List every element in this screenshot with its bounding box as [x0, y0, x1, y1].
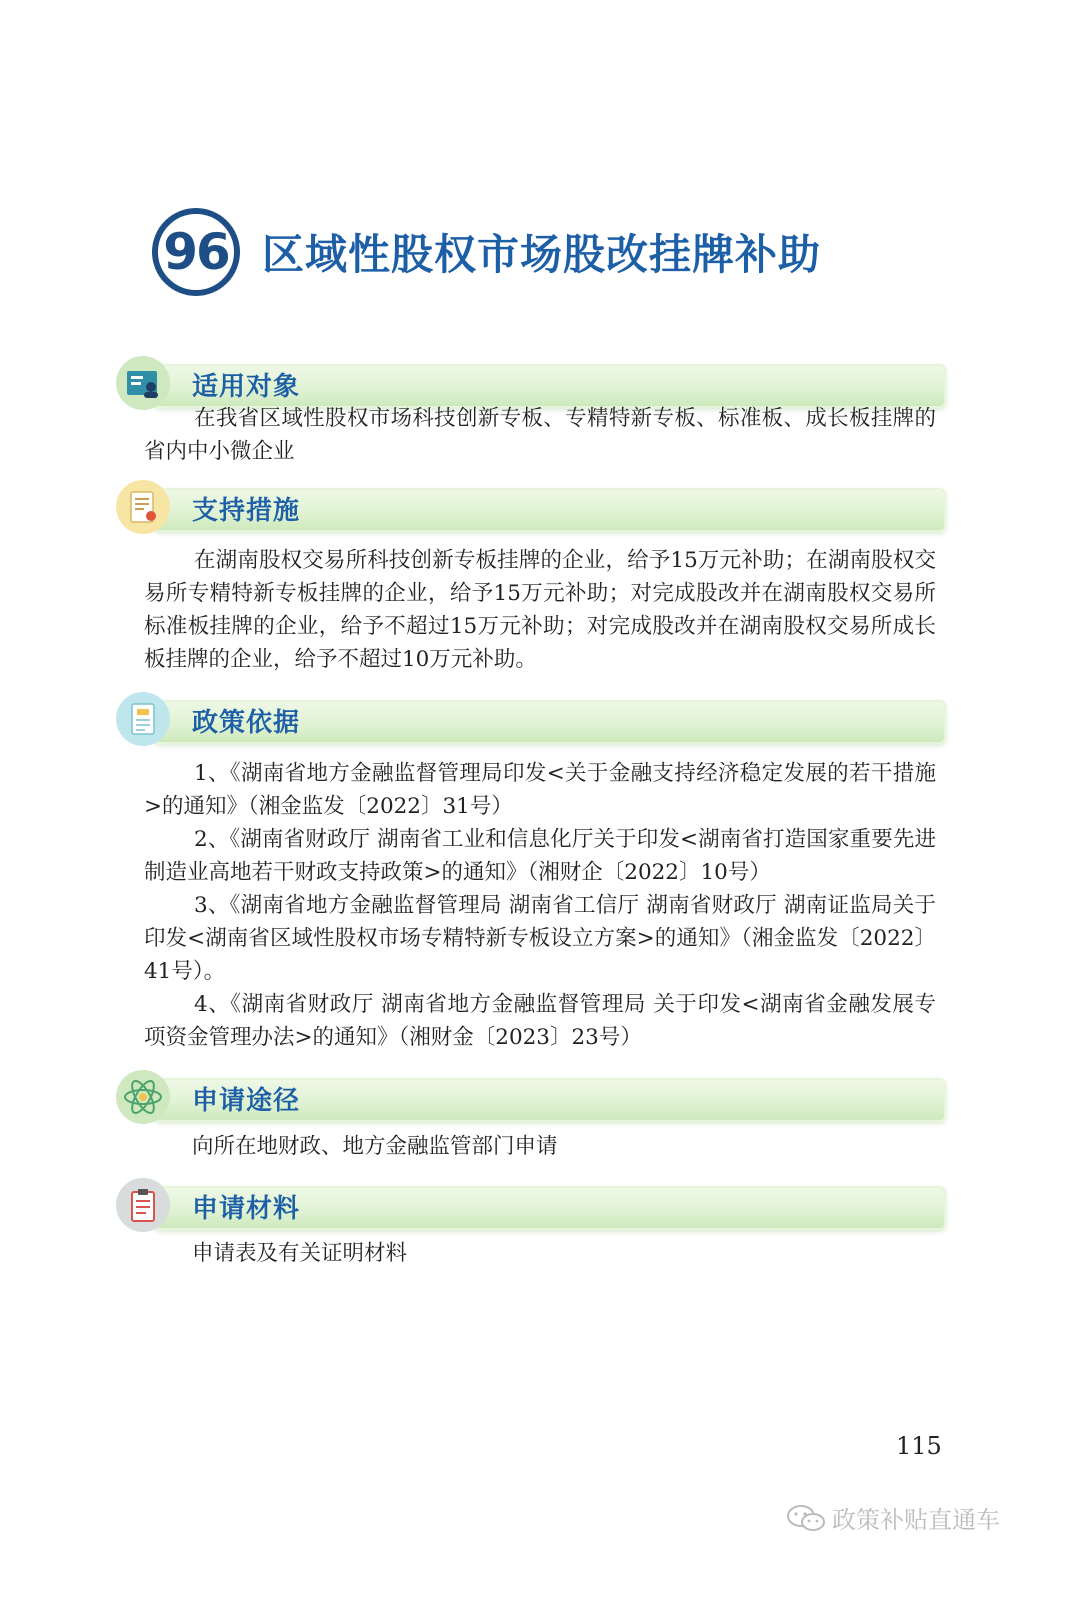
section-header-support [116, 480, 946, 536]
channel-text: 向所在地财政、地方金融监管部门申请 [192, 1134, 558, 1159]
section-body-materials [192, 1237, 936, 1270]
page-title: 区域性股权市场股改挂牌补助 [262, 230, 822, 279]
item-number-badge: 96 [152, 208, 240, 296]
section-header-basis [116, 692, 946, 748]
section-body-channel [192, 1130, 936, 1163]
section-header-materials [116, 1178, 946, 1234]
watermark [786, 1500, 1000, 1535]
section-header-channel [116, 1070, 946, 1126]
section-title: 申请材料 [192, 1194, 301, 1224]
document-icon [116, 692, 170, 746]
basis-item: 1、《湖南省地方金融监督管理局印发<关于金融支持经济稳定发展的若干措施>的通知》（湘金监发〔2022〕31号） [144, 761, 936, 819]
materials-text: 申请表及有关证明材料 [192, 1241, 408, 1266]
target-text: 在我省区域性股权市场科技创新专板、专精特新专板、标准板、成长板挂牌的省内中小微企业 [144, 406, 936, 464]
watermark-text: 政策补贴直通车 [832, 1506, 1000, 1534]
basis-item: 2、《湖南省财政厅 湖南省工业和信息化厅关于印发<湖南省打造国家重要先进制造业高地若干财政支持政策>的通知》（湘财企〔2022〕10号） [144, 827, 936, 885]
section-title: 政策依据 [192, 708, 301, 738]
section-title: 申请途径 [192, 1086, 301, 1116]
wechat-icon [786, 1503, 826, 1533]
section-body-basis [144, 757, 936, 1054]
section-title: 支持措施 [192, 496, 301, 526]
atom-icon [116, 1070, 170, 1124]
clipboard-icon [116, 1178, 170, 1232]
support-text: 在湖南股权交易所科技创新专板挂牌的企业，给予15万元补助；在湖南股权交易所专精特新专板挂牌的企业，给予15万元补助；对完成股改并在湖南股权交易所标准板挂牌的企业，给予不超过15万元补助；对完成股改并在湖南股权交易所成长板挂牌的企业，给予不超过10万元补助。 [144, 548, 936, 672]
basis-item: 3、《湖南省地方金融监督管理局 湖南省工信厅 湖南省财政厅 湖南证监局关于印发<湖南省区域性股权市场专精特新专板设立方案>的通知》（湘金监发〔2022〕41号）。 [144, 893, 936, 984]
basis-item: 4、《湖南省财政厅 湖南省地方金融监督管理局 关于印发<湖南省金融发展专项资金管理办法>的通知》（湘财金〔2023〕23号） [144, 992, 936, 1050]
page-number: 115 [896, 1432, 942, 1460]
section-body-target [144, 402, 936, 468]
section-title: 适用对象 [192, 372, 301, 402]
page-header [152, 208, 821, 296]
certificate-icon [116, 480, 170, 534]
section-body-support [144, 544, 936, 676]
